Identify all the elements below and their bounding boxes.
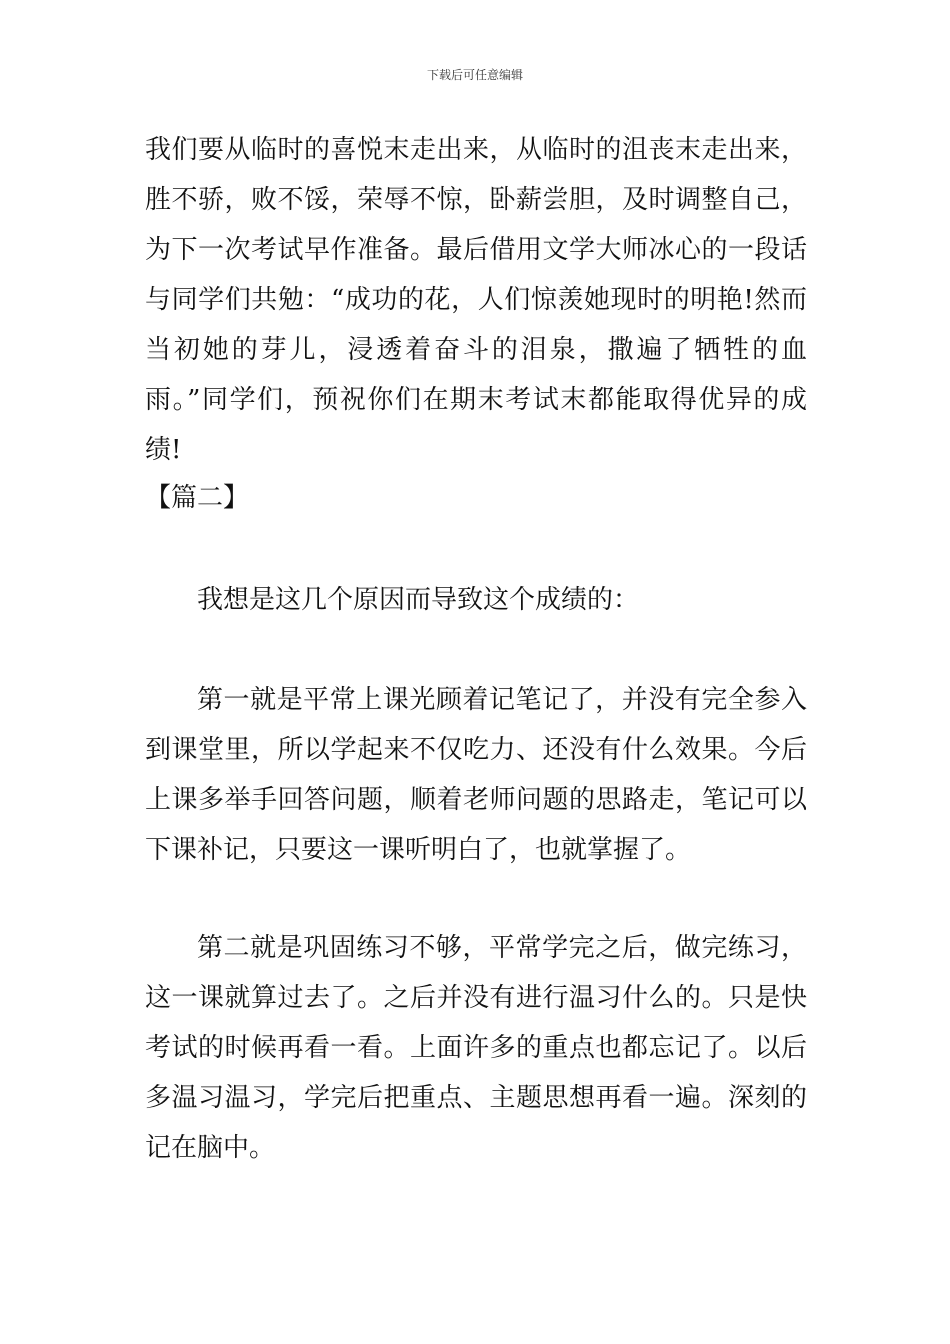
paragraph-3-line-2: 这一课就算过去了。之后并没有进行温习什么的。只是快 — [145, 983, 807, 1013]
paragraph-1-line-4: 与同学们共勉：“成功的花，人们惊羡她现时的明艳!然而 — [145, 285, 807, 315]
paragraph-2-line-3: 上课多举手回答问题，顺着老师问题的思路走，笔记可以 — [145, 785, 807, 815]
paragraph-3-line-3: 考试的时候再看一看。上面许多的重点也都忘记了。以后 — [145, 1033, 807, 1063]
paragraph-3-line-5: 记在脑中。 — [145, 1133, 276, 1163]
paragraph-3-line-1: 第二就是巩固练习不够，平常学完之后，做完练习， — [197, 933, 807, 963]
paragraph-1-line-1: 我们要从临时的喜悦末走出来，从临时的沮丧末走出来， — [145, 135, 807, 165]
paragraph-1-line-7: 绩! — [145, 435, 182, 465]
paragraph-1-line-6: 雨。”同学们，预祝你们在期末考试末都能取得优异的成 — [145, 385, 807, 415]
paragraph-1-line-3: 为下一次考试早作准备。最后借用文学大师冰心的一段话 — [145, 235, 807, 265]
paragraph-2-line-1: 第一就是平常上课光顾着记笔记了，并没有完全参入 — [197, 685, 807, 715]
section-heading: 【篇二】 — [145, 483, 250, 513]
paragraph-1-line-2: 胜不骄，败不馁，荣辱不惊，卧薪尝胆，及时调整自己， — [145, 185, 807, 215]
intro-line: 我想是这几个原因而导致这个成绩的： — [197, 585, 640, 615]
header-note: 下载后可任意编辑 — [426, 68, 523, 82]
paragraph-2-line-2: 到课堂里，所以学起来不仅吃力、还没有什么效果。今后 — [145, 735, 807, 765]
paragraph-3-line-4: 多温习温习，学完后把重点、主题思想再看一遍。深刻的 — [145, 1083, 807, 1113]
paragraph-2-line-4: 下课补记，只要这一课听明白了，也就掌握了。 — [145, 835, 692, 865]
paragraph-1-line-5: 当初她的芽儿，浸透着奋斗的泪泉，撒遍了牺牲的血 — [145, 335, 807, 365]
